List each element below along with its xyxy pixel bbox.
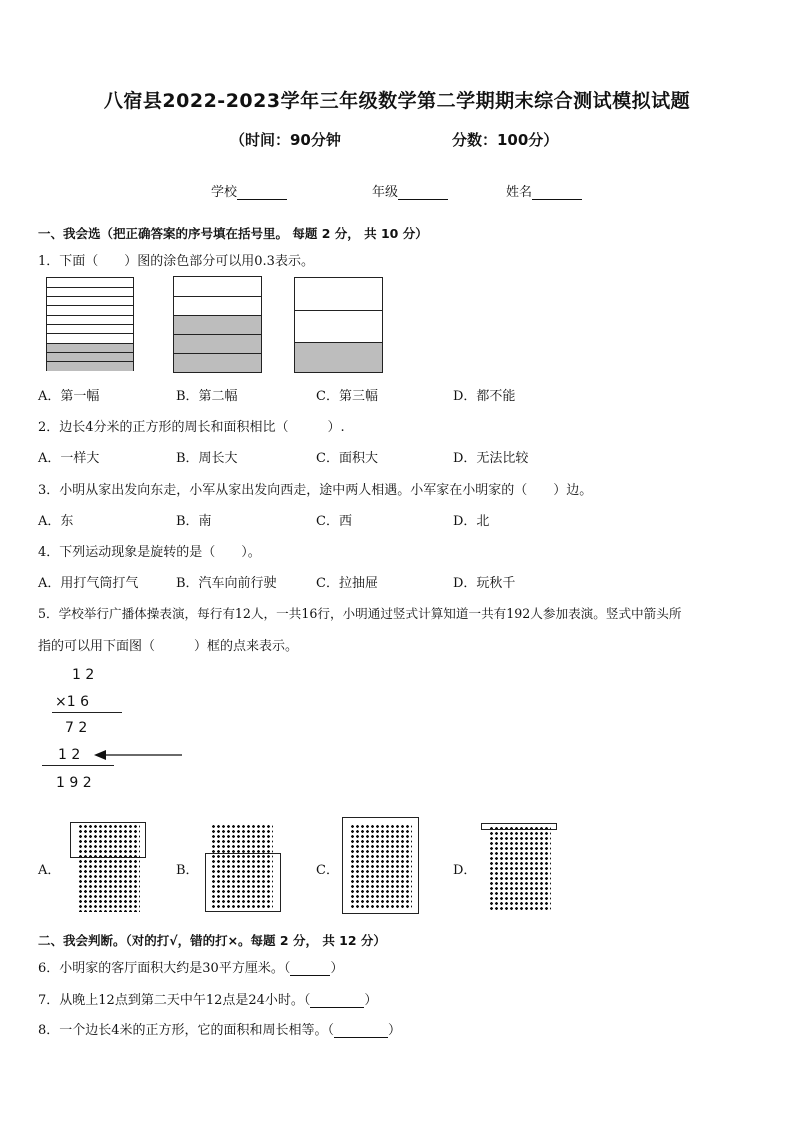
- question-6-answer[interactable]: [290, 962, 330, 976]
- q2-option-d[interactable]: D．无法比较: [453, 451, 529, 466]
- question-4: 4．下列运动现象是旋转的是（ ）。: [38, 545, 261, 560]
- q4-option-b[interactable]: B．汽车向前行驶: [176, 576, 277, 591]
- q5-option-b[interactable]: B．: [176, 863, 199, 878]
- name-label: 姓名: [506, 185, 533, 200]
- section-2-title: 二、我会判断。（对的打√，错的打×。每题 2 分， 共 12 分）: [38, 933, 386, 948]
- q4-option-a[interactable]: A．用打气筒打气: [38, 576, 139, 591]
- mult-row-1: 1 2: [72, 667, 95, 683]
- question-7-close: ）: [364, 993, 378, 1008]
- q5-figure-a-frame: [70, 822, 146, 858]
- grade-field: [372, 181, 448, 200]
- q3-option-d[interactable]: D．北: [453, 514, 490, 529]
- grade-label: 年级: [372, 185, 399, 200]
- mult-row-5: 1 9 2: [56, 775, 92, 791]
- q2-option-c[interactable]: C．面积大: [316, 451, 378, 466]
- question-2: 2．边长4分米的正方形的周长和面积相比（ ）.: [38, 420, 345, 435]
- q5-figure-d-frame: [481, 823, 557, 830]
- q1-figure-1-shading: [47, 343, 133, 371]
- question-6: [38, 957, 343, 976]
- q3-option-c[interactable]: C．西: [316, 514, 352, 529]
- q4-option-c[interactable]: C．拉抽屉: [316, 576, 378, 591]
- question-5-line-1: 5．学校举行广播体操表演，每行有12人，一共16行，小明通过竖式计算知道一共有192人参加表演。竖式中箭头所: [38, 606, 682, 621]
- q2-option-a[interactable]: A．一样大: [38, 451, 100, 466]
- q5-option-a[interactable]: A．: [38, 863, 61, 878]
- q4-option-d[interactable]: D．玩秋千: [453, 576, 516, 591]
- mult-line-1: [52, 712, 122, 713]
- q2-option-b[interactable]: B．周长大: [176, 451, 238, 466]
- q1-option-a[interactable]: A．第一幅: [38, 389, 100, 404]
- q1-option-b[interactable]: B．第二幅: [176, 389, 238, 404]
- question-3: 3．小明从家出发向东走，小军从家出发向西走，途中两人相遇。小军家在小明家的（ ）边。: [38, 483, 593, 498]
- question-5-line-2: 指的可以用下面图（ ）框的点来表示。: [38, 639, 299, 654]
- q5-figure-b-frame: [205, 853, 281, 912]
- question-6-close: ）: [330, 961, 344, 976]
- page-title: 八宿县2022-2023学年三年级数学第二学期期末综合测试模拟试题: [103, 90, 691, 112]
- q1-option-c[interactable]: C．第三幅: [316, 389, 378, 404]
- mult-line-2: [42, 765, 114, 766]
- q5-figure-c-frame: [342, 817, 419, 914]
- exam-time: （时间：90分钟: [230, 131, 341, 149]
- question-7: [38, 989, 377, 1008]
- question-8-close: ）: [388, 1023, 402, 1038]
- q5-option-d[interactable]: D．: [453, 863, 477, 878]
- mult-row-2: ×1 6: [55, 694, 89, 710]
- mult-row-4: 1 2: [58, 747, 81, 763]
- question-6-text: 6．小明家的客厅面积大约是30平方厘米。（: [38, 961, 291, 976]
- question-8-answer[interactable]: [334, 1024, 388, 1038]
- q3-option-b[interactable]: B．南: [176, 514, 212, 529]
- question-7-text: 7．从晚上12点到第二天中午12点是24小时。（: [38, 993, 311, 1008]
- q1-figure-3-shading: [295, 342, 382, 372]
- question-8: [38, 1019, 401, 1038]
- name-blank[interactable]: [532, 185, 582, 200]
- q1-figure-1: [46, 277, 134, 371]
- question-8-text: 8．一个边长4米的正方形，它的面积和周长相等。（: [38, 1023, 335, 1038]
- mult-row-3: 7 2: [65, 720, 88, 736]
- school-field: [211, 181, 287, 200]
- question-7-answer[interactable]: [310, 994, 364, 1008]
- q1-figure-2: [173, 276, 262, 373]
- section-1-title: 一、我会选（把正确答案的序号填在括号里。 每题 2 分， 共 10 分）: [38, 226, 428, 241]
- q1-figure-2-shading: [174, 315, 261, 372]
- name-field: [506, 181, 582, 200]
- grade-blank[interactable]: [398, 185, 448, 200]
- question-1: 1．下面（ ）图的涂色部分可以用0.3表示。: [38, 254, 314, 269]
- exam-score: 分数：100分）: [452, 131, 559, 149]
- school-blank[interactable]: [237, 185, 287, 200]
- q5-figure-d-dots: [489, 826, 551, 912]
- q1-option-d[interactable]: D．都不能: [453, 389, 516, 404]
- school-label: 学校: [211, 185, 238, 200]
- q5-option-c[interactable]: C．: [316, 863, 339, 878]
- arrow-icon: [92, 748, 184, 762]
- q3-option-a[interactable]: A．东: [38, 514, 74, 529]
- q1-figure-3: [294, 277, 383, 373]
